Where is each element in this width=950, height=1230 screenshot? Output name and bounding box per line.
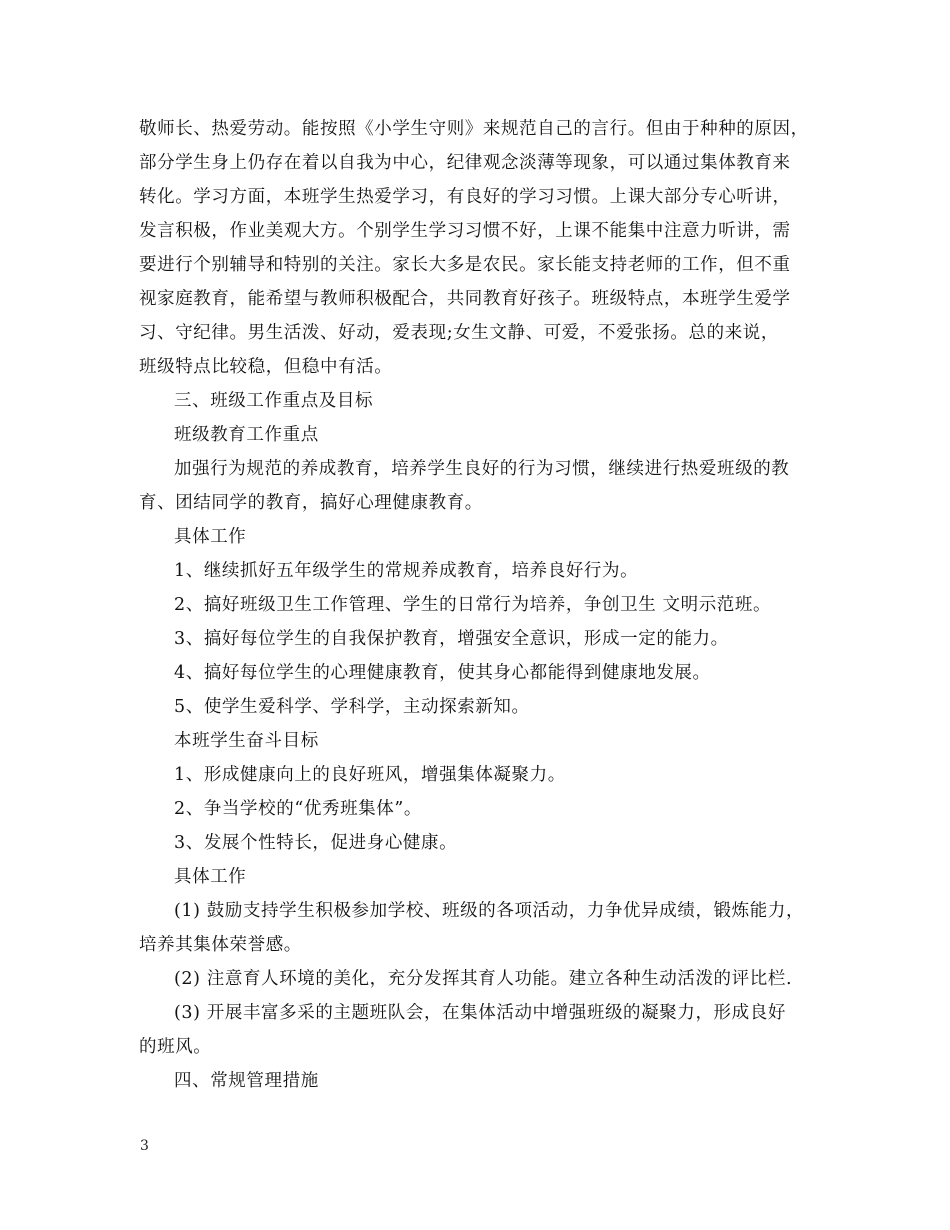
text-line: 习、守纪律。男生活泼、好动，爱表现;女生文静、可爱，不爱张扬。总的来说， [139, 323, 779, 343]
text-line: 4、搞好每位学生的心理健康教育，使其身心都能得到健康地发展。 [174, 663, 711, 683]
text-line: 视家庭教育，能希望与教师积极配合，共同教育好孩子。班级特点，本班学生爱学 [139, 289, 791, 309]
text-line: 发言积极，作业美观大方。个别学生学习习惯不好，上课不能集中注意力听讲，需 [139, 221, 791, 241]
text-line: (3) 开展丰富多采的主题班队会，在集体活动中增强班级的凝聚力，形成良好 [174, 1003, 786, 1023]
text-line: 培养其集体荣誉感。 [139, 935, 302, 955]
text-line: 四、常规管理措施 [174, 1071, 319, 1091]
text-line: 1、继续抓好五年级学生的常规养成教育，培养良好行为。 [174, 561, 639, 581]
text-line: 三、班级工作重点及目标 [174, 391, 374, 411]
text-line: 2、搞好班级卫生工作管理、学生的日常行为培养，争创卫生 文明示范班。 [174, 595, 772, 615]
text-line: 要进行个别辅导和特别的关注。家长大多是农民。家长能支持老师的工作，但不重 [139, 255, 791, 275]
text-line: 的班风。 [139, 1037, 212, 1057]
text-line: 部分学生身上仍存在着以自我为中心，纪律观念淡薄等现象，可以通过集体教育来 [139, 153, 791, 173]
document-body [139, 112, 839, 1098]
text-line: (2) 注意育人环境的美化，充分发挥其育人功能。建立各种生动活泼的评比栏. [174, 969, 793, 989]
text-line: 3、发展个性特长，促进身心健康。 [174, 833, 458, 853]
text-line: 班级特点比较稳，但稳中有活。 [139, 357, 393, 377]
page-number: 3 [140, 1138, 149, 1154]
text-line: 加强行为规范的养成教育，培养学生良好的行为习惯，继续进行热爱班级的教 [174, 459, 790, 479]
text-line: 5、使学生爱科学、学科学，主动探索新知。 [174, 697, 530, 717]
text-line: 本班学生奋斗目标 [174, 731, 319, 751]
text-line: 班级教育工作重点 [174, 425, 319, 445]
text-line: 育、团结同学的教育，搞好心理健康教育。 [139, 493, 483, 513]
text-line: 3、搞好每位学生的自我保护教育，增强安全意识，形成一定的能力。 [174, 629, 729, 649]
text-line: 2、争当学校的“优秀班集体”。 [174, 799, 423, 819]
text-line: 具体工作 [174, 527, 247, 547]
text-line: 敬师长、热爱劳动。能按照《小学生守则》来规范自己的言行。但由于种种的原因， [139, 119, 809, 139]
text-line: 具体工作 [174, 867, 247, 887]
text-line: (1) 鼓励支持学生积极参加学校、班级的各项活动，力争优异成绩，锻炼能力， [174, 901, 805, 921]
text-line: 转化。学习方面，本班学生热爱学习，有良好的学习习惯。上课大部分专心听讲， [139, 187, 791, 207]
text-line: 1、形成健康向上的良好班风，增强集体凝聚力。 [174, 765, 566, 785]
